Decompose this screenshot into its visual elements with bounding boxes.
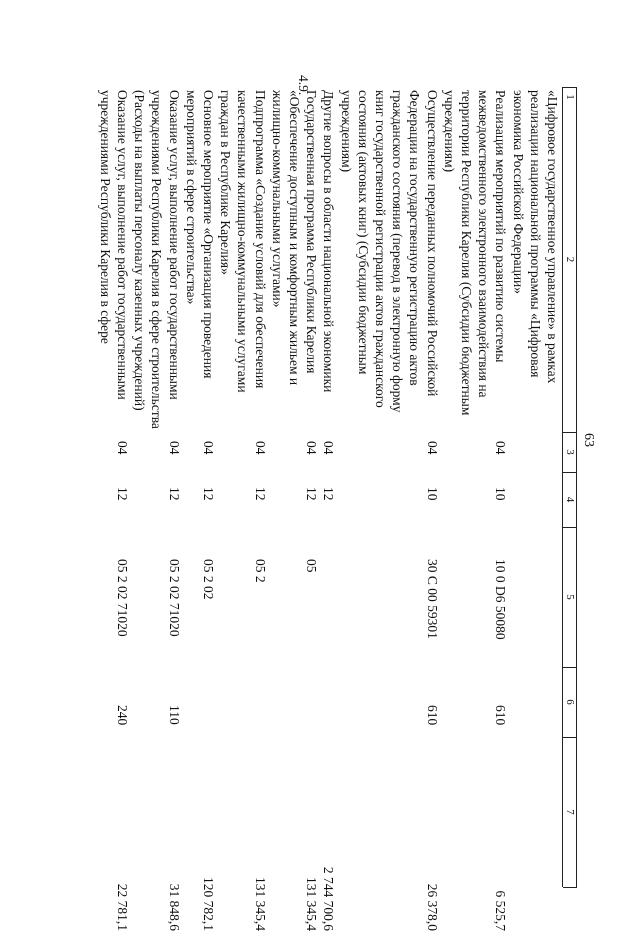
row-section: 04 xyxy=(200,441,216,455)
header-col-7: 7 xyxy=(564,809,576,815)
table-row xyxy=(320,87,337,945)
row-description: Реализация мероприятий по развитию системы межведомственного электронного взаимодействия на территории Республики Карелия (Субсидии бюджетным учреждениям) xyxy=(441,90,509,416)
row-description: Оказание услуг, выполнение работ государственными учреждениями Республики Карелия в сфере xyxy=(97,90,130,400)
row-amount: 120 782,1 xyxy=(200,877,216,931)
row-subsection: 12 xyxy=(114,487,130,501)
section-number: 4.9. xyxy=(296,75,311,96)
page-number: 63 xyxy=(581,433,596,447)
row-amount: 6 525,7 xyxy=(493,890,509,931)
row-description: «Цифровое государственное управление» в рамках реализации национальной программы «Цифровая экономика Российской Федерации» xyxy=(510,90,560,384)
header-col-3: 3 xyxy=(564,449,576,455)
row-section: 04 xyxy=(304,441,320,455)
row-section: 04 xyxy=(424,441,440,455)
row-amount xyxy=(509,778,561,945)
row-description: Основное мероприятие «Организация проведения мероприятий в сфере строительства» xyxy=(183,90,216,379)
row-subsection: 12 xyxy=(200,487,216,501)
row-target-article xyxy=(509,545,561,702)
row-target-article xyxy=(320,545,337,702)
row-description: Другие вопросы в области национальной экономики xyxy=(321,90,337,393)
row-target-article: 05 2 02 xyxy=(200,559,216,600)
row-description: Государственная программа Республики Карелия «Обеспечение доступным и комфортным жильем и жилищно-коммунальными услугами» xyxy=(269,90,320,386)
row-subsection: 10 xyxy=(424,487,440,501)
table-row xyxy=(131,87,183,945)
row-expense-type xyxy=(509,702,561,778)
rotated-page xyxy=(77,2,577,931)
row-target-article: 10 0 D6 50080 xyxy=(493,559,509,640)
table-row xyxy=(269,87,321,945)
row-section: 04 xyxy=(114,441,130,455)
row-description: Подпрограмма «Создание условий для обеспечения качественными жилищно-коммунальными услугами граждан в Республике Карелия» xyxy=(218,90,268,393)
budget-table xyxy=(97,87,561,945)
header-col-2: 2 xyxy=(564,256,576,263)
row-subsection: 10 xyxy=(493,487,509,501)
table-row xyxy=(337,87,440,945)
table-row xyxy=(217,87,269,945)
row-amount: 26 378,0 xyxy=(424,883,440,931)
row-subsection xyxy=(509,484,561,545)
row-expense-type xyxy=(320,702,337,778)
header-divider xyxy=(563,887,577,888)
row-section: 04 xyxy=(166,441,182,455)
row-target-article: 05 2 xyxy=(252,559,268,583)
row-subsection: 12 xyxy=(252,487,268,501)
table-body xyxy=(97,87,561,945)
row-target-article: 05 xyxy=(304,559,320,573)
table-row xyxy=(509,87,561,945)
row-expense-type: 610 xyxy=(493,705,509,726)
row-description: Оказание услуг, выполнение работ государственными учреждениями Республики Карелия в сфере строительства (Расходы на выплаты персоналу казенных учреждений) xyxy=(132,90,182,429)
table-row xyxy=(183,87,217,945)
row-amount: 31 848,6 xyxy=(166,883,182,931)
row-amount: 131 345,4 xyxy=(304,877,320,931)
row-subsection: 12 xyxy=(321,487,337,501)
row-section: 04 xyxy=(321,441,337,455)
row-expense-type xyxy=(217,702,269,778)
row-expense-type xyxy=(183,702,217,778)
header-col-1: 1 xyxy=(564,94,576,100)
table-row xyxy=(441,87,510,945)
row-expense-type xyxy=(269,702,321,778)
row-section xyxy=(509,438,561,484)
row-target-article: 05 2 02 71020 xyxy=(114,559,130,637)
table-row xyxy=(97,87,131,945)
row-amount: 2 744 700,6 xyxy=(321,866,337,931)
header-col-4: 4 xyxy=(564,496,576,503)
row-subsection: 12 xyxy=(304,487,320,501)
row-expense-type: 610 xyxy=(424,705,440,726)
row-target-article: 30 С 00 59301 xyxy=(424,559,440,639)
header-col-5: 5 xyxy=(564,594,576,600)
row-section: 04 xyxy=(252,441,268,455)
row-description: Осуществление переданных полномочий Российской Федерации на государственную регистрацию актов гражданского состояния (перевод в электронную форму книг государственной регистрации актов гражданского состояния (актовых книг) (Субсидии бюджетным учреждениям) xyxy=(338,90,440,413)
header-col-6: 6 xyxy=(564,699,576,705)
row-target-article: 05 2 02 71020 xyxy=(166,559,182,637)
row-amount: 131 345,4 xyxy=(252,877,268,931)
row-expense-type: 240 xyxy=(114,705,130,726)
row-amount: 22 781,1 xyxy=(114,883,130,931)
row-section: 04 xyxy=(493,441,509,455)
row-expense-type: 110 xyxy=(166,705,182,725)
row-subsection: 12 xyxy=(166,487,182,501)
